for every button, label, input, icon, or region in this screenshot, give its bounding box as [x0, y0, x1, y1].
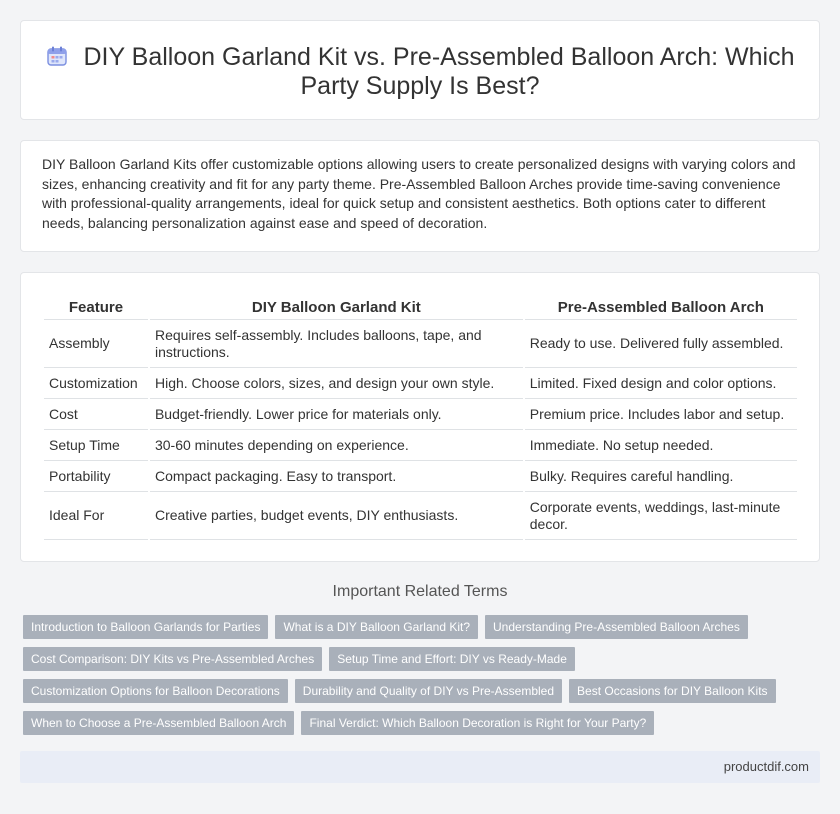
header-pre-assembled: Pre-Assembled Balloon Arch — [525, 296, 797, 320]
row-feature: Cost — [44, 399, 148, 430]
related-term-link[interactable]: Understanding Pre-Assembled Balloon Arches — [485, 615, 748, 639]
summary-card — [20, 140, 820, 252]
header-feature: Feature — [44, 296, 148, 320]
page-title — [21, 43, 819, 101]
row-diy-value: Creative parties, budget events, DIY enthusiasts. — [150, 492, 523, 540]
related-terms-heading: Important Related Terms — [332, 583, 508, 600]
row-diy-value: High. Choose colors, sizes, and design your own style. — [150, 368, 523, 399]
table-row — [44, 320, 797, 368]
title-line-2: Party Supply Is Best? — [300, 72, 540, 100]
calendar-icon — [46, 45, 68, 67]
summary-text: DIY Balloon Garland Kits offer customizable options allowing users to create personalized designs with varying colors and sizes, enhancing creativity and fit for any party theme. Pre-Assembled Balloon Arches provide time-saving convenience with professional-quality arrangements, ideal for quick setup and consistent aesthetics. Both options cater to different needs, balancing personalization against ease and speed of decoration. — [42, 156, 796, 231]
row-arch-value: Immediate. No setup needed. — [525, 430, 797, 461]
row-arch-value: Corporate events, weddings, last-minute decor. — [525, 492, 797, 540]
row-arch-value: Limited. Fixed design and color options. — [525, 368, 797, 399]
table-row — [44, 430, 797, 461]
row-feature: Customization — [44, 368, 148, 399]
row-feature: Portability — [44, 461, 148, 492]
related-term-link[interactable]: Introduction to Balloon Garlands for Parties — [23, 615, 268, 639]
table-row — [44, 461, 797, 492]
row-feature: Setup Time — [44, 430, 148, 461]
row-diy-value: Budget-friendly. Lower price for materials only. — [150, 399, 523, 430]
comparison-table — [42, 296, 799, 540]
row-feature: Assembly — [44, 320, 148, 368]
row-arch-value: Ready to use. Delivered fully assembled. — [525, 320, 797, 368]
table-row — [44, 368, 797, 399]
related-term-link[interactable]: Final Verdict: Which Balloon Decoration is Right for Your Party? — [301, 711, 654, 735]
related-term-link[interactable]: What is a DIY Balloon Garland Kit? — [275, 615, 478, 639]
row-diy-value: Requires self-assembly. Includes balloons, tape, and instructions. — [150, 320, 523, 368]
comparison-card — [20, 272, 820, 562]
title-card — [20, 20, 820, 120]
related-term-link[interactable]: Cost Comparison: DIY Kits vs Pre-Assembled Arches — [23, 647, 322, 671]
footer-bar — [20, 751, 820, 783]
header-diy-kit: DIY Balloon Garland Kit — [150, 296, 523, 320]
related-term-link[interactable]: Durability and Quality of DIY vs Pre-Assembled — [295, 679, 562, 703]
row-feature: Ideal For — [44, 492, 148, 540]
footer-site-link[interactable]: productdif.com — [723, 759, 809, 774]
related-term-link[interactable]: When to Choose a Pre-Assembled Balloon Arch — [23, 711, 294, 735]
related-term-link[interactable]: Setup Time and Effort: DIY vs Ready-Made — [329, 647, 575, 671]
row-arch-value: Bulky. Requires careful handling. — [525, 461, 797, 492]
table-row — [44, 492, 797, 540]
row-arch-value: Premium price. Includes labor and setup. — [525, 399, 797, 430]
related-terms-list — [23, 615, 813, 735]
related-term-link[interactable]: Customization Options for Balloon Decorations — [23, 679, 288, 703]
row-diy-value: Compact packaging. Easy to transport. — [150, 461, 523, 492]
title-line-1: DIY Balloon Garland Kit vs. Pre-Assembled Balloon Arch: Which — [83, 43, 795, 71]
table-row — [44, 399, 797, 430]
table-header-row — [44, 296, 797, 320]
related-term-link[interactable]: Best Occasions for DIY Balloon Kits — [569, 679, 776, 703]
row-diy-value: 30-60 minutes depending on experience. — [150, 430, 523, 461]
